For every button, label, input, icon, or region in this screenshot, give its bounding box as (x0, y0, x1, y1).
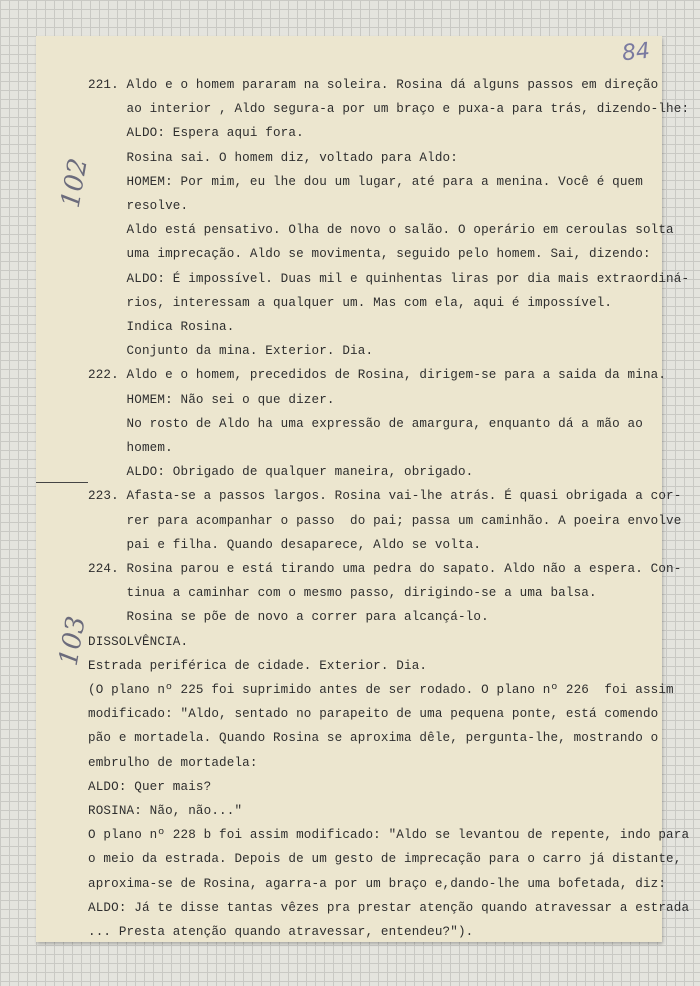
text-line: O plano nº 228 b foi assim modificado: "Aldo se levantou de repente, indo para (88, 828, 690, 843)
text-line: ALDO: Espera aqui fora. (88, 126, 304, 141)
text-line: pão e mortadela. Quando Rosina se aproxima dêle, pergunta-lhe, mostrando o (88, 731, 659, 746)
text-line: No rosto de Aldo ha uma expressão de amargura, enquanto dá a mão ao (88, 416, 643, 431)
text-line: tinua a caminhar com o mesmo passo, dirigindo-se a uma balsa. (88, 586, 597, 601)
margin-note-top: 102 (55, 155, 94, 211)
text-line: rer para acompanhar o passo do pai; passa um caminhão. A poeira envolve (88, 513, 682, 528)
text-line: 222. Aldo e o homem, precedidos de Rosina, dirigem-se para a saida da mina. (88, 368, 667, 383)
text-line: o meio da estrada. Depois de um gesto de imprecação para o carro já distante, (88, 852, 682, 867)
text-line: resolve. (88, 199, 189, 213)
text-line: 224. Rosina parou e está tirando uma pedra do sapato. Aldo não a espera. Con- (88, 562, 682, 576)
text-line: Conjunto da mina. Exterior. Dia. (88, 344, 374, 359)
text-line: HOMEM: Não sei o que dizer. (88, 392, 335, 407)
text-line: pai e filha. Quando desaparece, Aldo se volta. (88, 537, 482, 552)
text-line: Indica Rosina. (88, 320, 235, 334)
text-line: Rosina se põe de novo a correr para alcançá-lo. (88, 610, 489, 625)
text-line: uma imprecação. Aldo se movimenta, seguido pelo homem. Sai, dizendo: (88, 247, 651, 262)
text-line: ao interior , Aldo segura-a por um braço e puxa-a para trás, dizendo-lhe: (88, 102, 690, 117)
text-line: Estrada periférica de cidade. Exterior. Dia. (88, 658, 428, 673)
margin-note-bottom: 103 (53, 613, 92, 669)
text-line: ROSINA: Não, não..." (88, 804, 243, 818)
text-line: homem. (88, 441, 173, 455)
text-line: embrulho de mortadela: (88, 755, 258, 770)
text-line: Rosina sai. O homem diz, voltado para Aldo: (88, 150, 458, 165)
margin-rule (36, 482, 88, 483)
text-line: ALDO: Obrigado de qualquer maneira, obrigado. (88, 465, 474, 480)
document-page (36, 36, 690, 942)
text-line: ALDO: É impossível. Duas mil e quinhentas liras por dia mais extraordiná- (88, 271, 690, 286)
text-line: rios, interessam a qualquer um. Mas com ela, aqui é impossível. (88, 295, 613, 310)
text-line: ALDO: Quer mais? (88, 779, 212, 794)
text-line: HOMEM: Por mim, eu lhe dou um lugar, até para a menina. Você é quem (88, 174, 643, 189)
text-line: DISSOLVÊNCIA. (88, 634, 189, 649)
text-line: 221. Aldo e o homem pararam na soleira. Rosina dá alguns passos em direção (88, 78, 659, 92)
text-line: ALDO: Já te disse tantas vêzes pra prestar atenção quando atravessar a estrada (88, 900, 690, 915)
text-line: Aldo está pensativo. Olha de novo o salão. O operário em ceroulas solta (88, 223, 674, 238)
text-line: ... Presta atenção quando atravessar, entendeu?"). (88, 925, 474, 939)
text-line: 223. Afasta-se a passos largos. Rosina vai-lhe atrás. É quasi obrigada a cor- (88, 489, 682, 504)
text-line: modificado: "Aldo, sentado no parapeito de uma pequena ponte, está comendo (88, 707, 659, 722)
page-number: 84 (620, 38, 652, 67)
text-line: aproxima-se de Rosina, agarra-a por um braço e,dando-lhe uma bofetada, diz: (88, 876, 667, 891)
text-line: (O plano nº 225 foi suprimido antes de ser rodado. O plano nº 226 foi assim (88, 683, 674, 697)
